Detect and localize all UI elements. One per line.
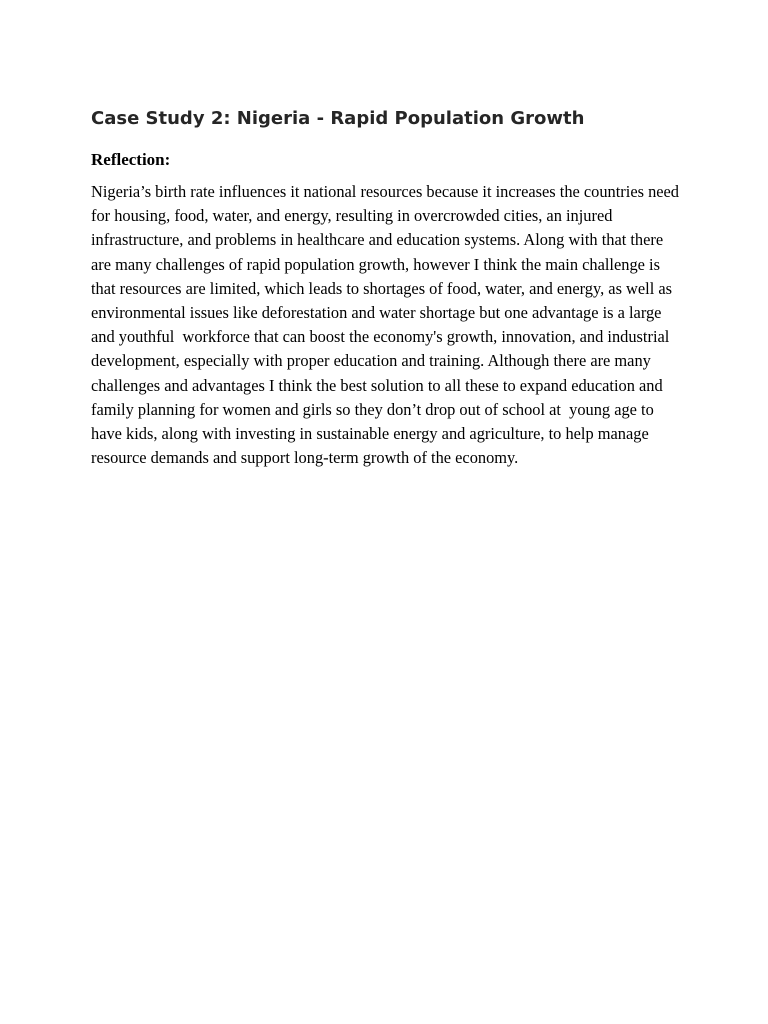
- reflection-heading: Reflection:: [91, 150, 171, 169]
- document-title: Case Study 2: Nigeria - Rapid Population Growth: [91, 108, 585, 129]
- document-body: [91, 107, 684, 470]
- reflection-paragraph: Nigeria’s birth rate influences it national resources because it increases the countries need for housing, food, water, and energy, resulting in overcrowded cities, an injured infrastructure, and problems in healthcare and education systems. Along with that there are many challenges of rapid population growth, however I think the main challenge is that resources are limited, which leads to shortages of food, water, and energy, as well as environmental issues like deforestation and water shortage but one advantage is a large and youthful workforce that can boost the economy's growth, innovation, and industrial development, especially with proper education and training. Although there are many challenges and advantages I think the best solution to all these to expand education and family planning for women and girls so they don’t drop out of school at young age to have kids, along with investing in sustainable energy and agriculture, to help manage resource demands and support long-term growth of the economy.: [91, 182, 684, 468]
